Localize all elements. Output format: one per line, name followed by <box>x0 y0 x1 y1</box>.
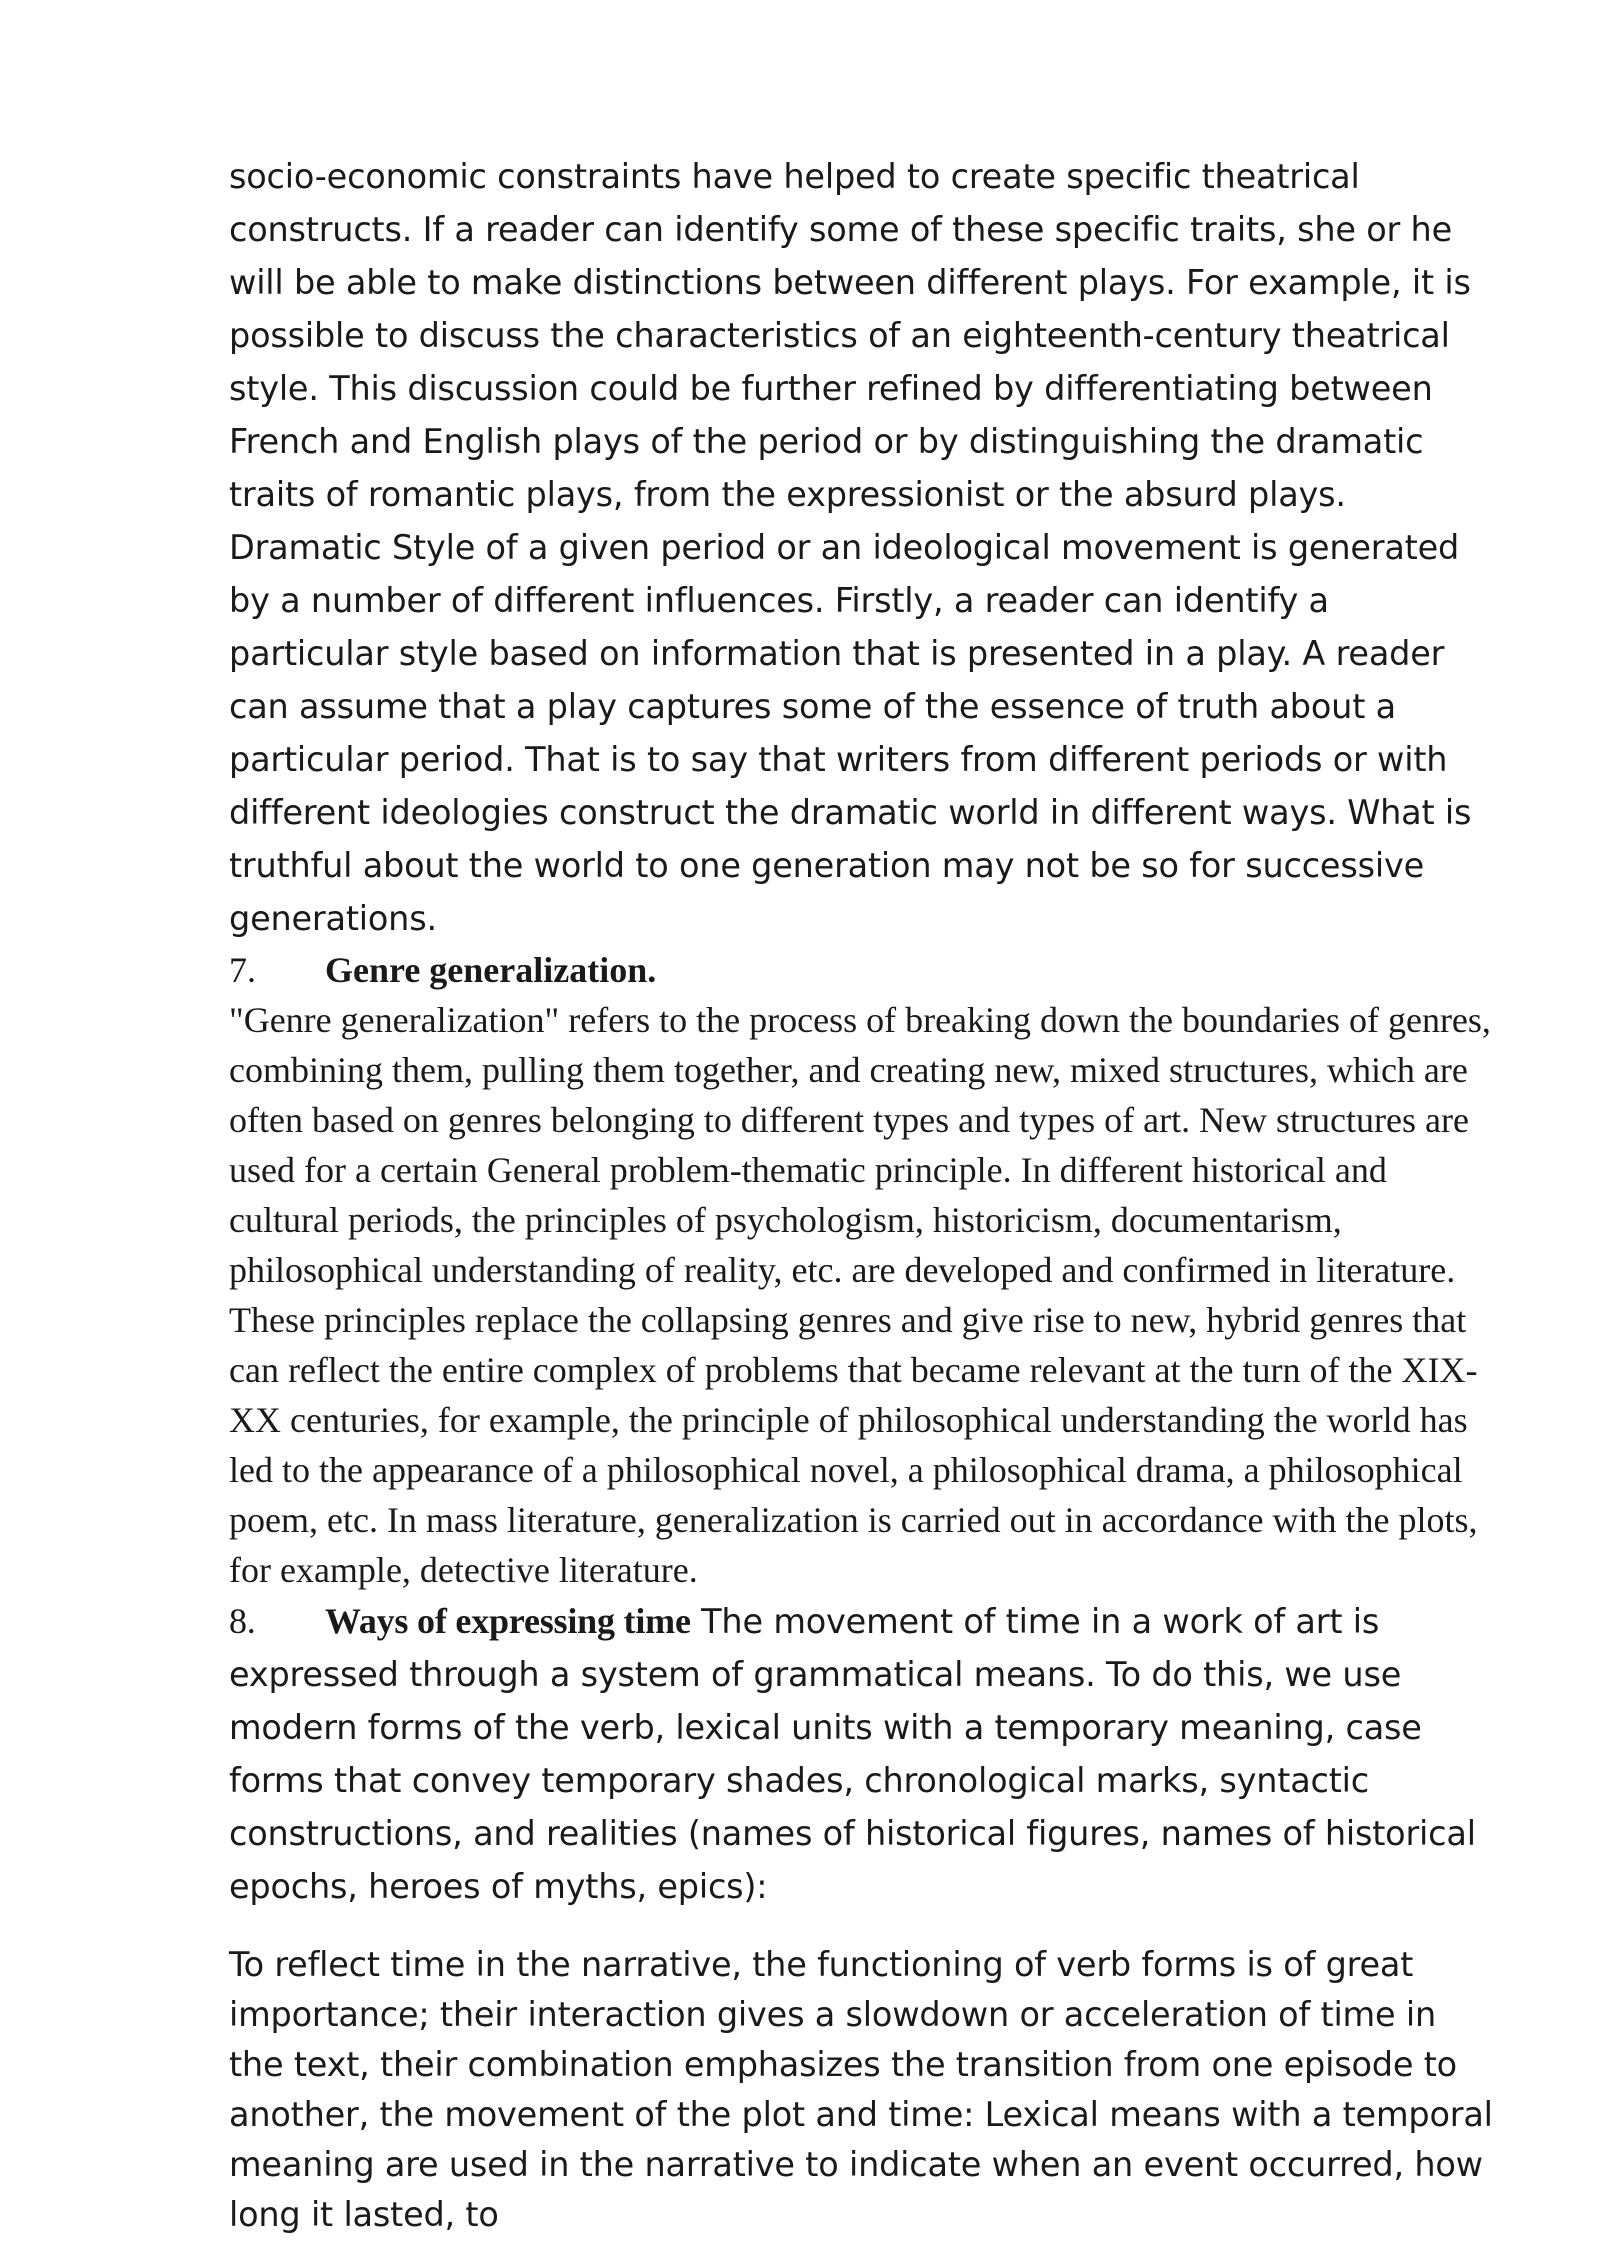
section-title: Genre generalization. <box>325 950 657 990</box>
section-number: 8. <box>229 1601 256 1641</box>
section-heading-genre-generalization <box>229 945 1494 995</box>
paragraph-verb-forms: To reflect time in the narrative, the functioning of verb forms is of great importance; their interaction gives a slowdown or acceleration of time in the text, their combination emphasizes the transition from one episode to another, the movement of the plot and time: Lexical means with a temporal meaning are used in the narrative to indicate when an event occurred, how long it lasted, to <box>229 1945 1493 2234</box>
paragraph-drama-style: socio-economic constraints have helped to create specific theatrical constructs. If a reader can identify some of these specific traits, she or he will be able to make distinctions between different plays. For example, it is possible to discuss the characteristics of an eighteenth-century theatrical style. This discussion could be further refined by differentiating between French and English plays of the period or by distinguishing the dramatic traits of romantic plays, from the expressionist or the absurd plays. Dramatic Style of a given period or an ideological movement is generated by a number of different influences. Firstly, a reader can identify a particular style based on information that is presented in a play. A reader can assume that a play captures some of the essence of truth about a particular period. That is to say that writers from different periods or with different ideologies construct the dramatic world in different ways. What is truthful about the world to one generation may not be so for successive generations. <box>229 157 1472 938</box>
section-ways-of-expressing-time <box>229 1595 1494 1913</box>
paragraph-genre-generalization: "Genre generalization" refers to the process of breaking down the boundaries of genres, combining them, pulling them together, and creating new, mixed structures, which are often based on genres belonging to different types and types of art. New structures are used for a certain General problem-thematic principle. In different historical and cultural periods, the principles of psychologism, historicism, documentarism, philosophical understanding of reality, etc. are developed and confirmed in literature. These principles replace the collapsing genres and give rise to new, hybrid genres that can reflect the entire complex of problems that became relevant at the turn of the XIX-XX centuries, for example, the principle of philosophical understanding the world has led to the appearance of a philosophical novel, a philosophical drama, a philosophical poem, etc. In mass literature, generalization is carried out in accordance with the plots, for example, detective literature. <box>229 1000 1491 1590</box>
paragraph-spacer <box>229 1913 1494 1940</box>
document-body <box>229 150 1494 2240</box>
section-number: 7. <box>229 950 256 990</box>
section-title: Ways of expressing time <box>325 1601 691 1641</box>
section-text: The movement of time in a work of art is expressed through a system of grammatical means. To do this, we use modern forms of the verb, lexical units with a temporary meaning, case forms that convey temporary shades, chronological marks, syntactic constructions, and realities (names of historical figures, names of historical epochs, heroes of myths, epics): <box>229 1602 1476 1906</box>
